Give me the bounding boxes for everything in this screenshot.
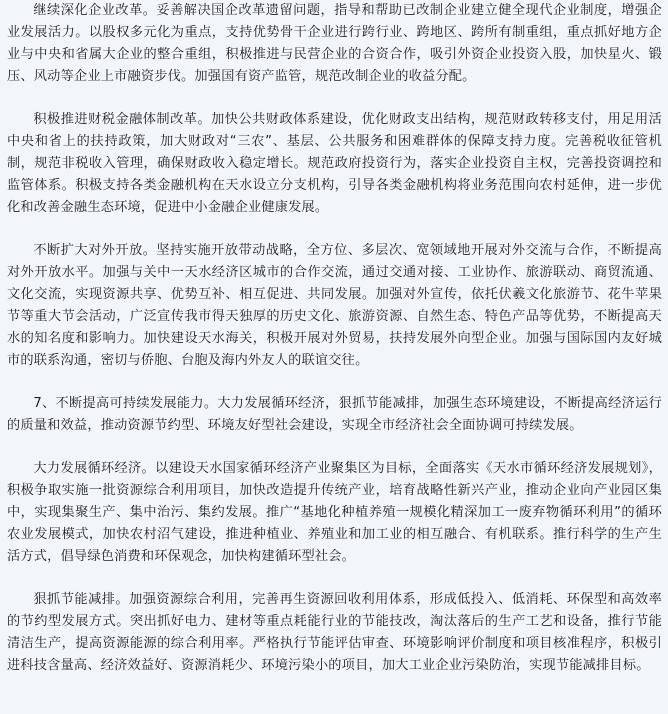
paragraph-enterprise-reform: 继续深化企业改革。妥善解决国企改革遗留问题，指导和帮助已改制企业建立健全现代企业制度，增强企业发展活力。以股权多元化为重点，支持优势骨干企业进行跨行业、跨地区、跨所有制重组，重点抓好地方企业与中央和省属大企业的整合重组，积极推进与民营企业的合资合作，吸引外资企业投资入股，加快星火、锻压、风动等企业上市融资步伐。加强国有资产监管，规范改制企业的收益分配。: [7, 3, 662, 84]
paragraph-energy-saving: 狠抓节能减排。加强资源综合利用，完善再生资源回收利用体系，形成低投入、低消耗、环保型和高效率的节约型发展方式。突出抓好电力、建材等重点耗能行业的节能技改，淘汰落后的生产工艺和设备，推行节能清洁生产，提高资源能源的综合利用率。严格执行节能评估审查、环境影响评价制度和项目核准程序，积极引进科技含量高、经济效益好、资源消耗少、环境污染小的项目，加大工业企业污染防治，实现节能减排目标。: [7, 592, 662, 673]
paragraph-fiscal-finance-reform: 积极推进财税金融体制改革。加快公共财政体系建设，优化财政支出结构，规范财政转移支付，用足用活中央和省上的扶持政策，加大财政对“三农”、基层、公共服务和困难群体的保障支持力度。完善税收征管机制，规范非税收入管理，确保财政收入稳定增长。规范政府投资行为，落实企业投资自主权，完善投资调控和监管体系。积极支持各类金融机构在天水设立分支机构，引导各类金融机构将业务范围向农村延伸，进一步优化和改善金融生态环境，促进中小金融企业健康发展。: [7, 112, 662, 215]
paragraph-circular-economy: 大力发展循环经济。以建设天水国家循环经济产业聚集区为目标，全面落实《天水市循环经济发展规划》，积极争取实施一批资源综合利用项目，加快改造提升传统产业，培育战略性新兴产业，推动企业向产业园区集中，实现集聚生产、集中治污、集约发展。推广“基地化种植养殖一规模化精深加工一废弃物循环利用”的循环农业发展模式，加快农村沼气建设，推进种植业、养殖业和加工业的相互融合、有机联系。推行科学的生产生活方式，倡导绿色消费和环保观念，加快构建循环型社会。: [7, 461, 662, 564]
paragraph-opening-up: 不断扩大对外开放。坚持实施开放带动战略，全方位、多层次、宽领域地开展对外交流与合作，不断提高对外开放水平。加强与关中一天水经济区城市的合作交流，通过交通对接、工业协作、旅游联动、商贸流通、文化交流，实现资源共享、优势互补、相互促进、共同发展。加强对外宣传，依托伏羲文化旅游节、花牛苹果节等重大节会活动，广泛宣传我市得天独厚的历史文化、旅游资源、自然生态、特色产品等优势，不断提高天水的知名度和影响力。加快建设天水海关，积极开展对外贸易，扶持发展外向型企业。加强与国际国内友好城市的联系沟通，密切与侨胞、台胞及海内外友人的联谊交往。: [7, 243, 662, 368]
paragraph-sustainable-development: 7、不断提高可持续发展能力。大力发展循环经济，狠抓节能减排，加强生态环境建设，不断提高经济运行的质量和效益，推动资源节约型、环境友好型社会建设，实现全市经济社会全面协调可持续发展。: [7, 396, 662, 433]
